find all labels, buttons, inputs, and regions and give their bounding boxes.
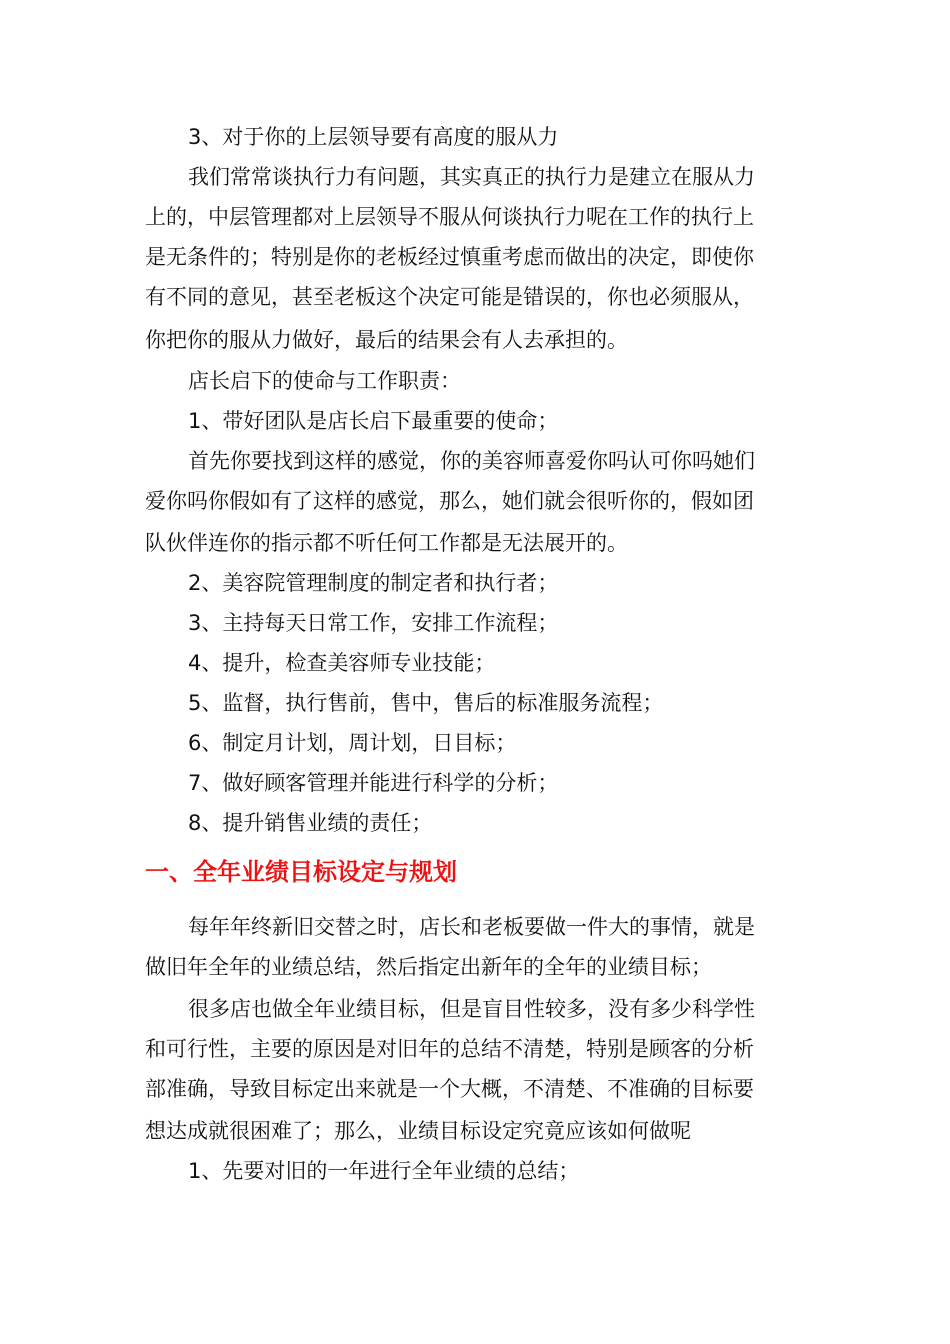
list-item: 4、提升，检查美容师专业技能；: [188, 651, 496, 675]
paragraph-line: 爱你吗你假如有了这样的感觉，那么，她们就会很听你的，假如团: [145, 489, 754, 513]
list-item: 3、对于你的上层领导要有高度的服从力: [188, 125, 559, 149]
paragraph-line: 部准确，导致目标定出来就是一个大概，不清楚、不准确的目标要: [145, 1077, 754, 1101]
list-item: 1、带好团队是店长启下最重要的使命；: [188, 409, 559, 433]
list-item: 7、做好顾客管理并能进行科学的分析；: [188, 771, 559, 795]
paragraph-line: 做旧年全年的业绩总结，然后指定出新年的全年的业绩目标；: [145, 955, 712, 979]
paragraph-line: 上的，中层管理都对上层领导不服从何谈执行力呢在工作的执行上: [145, 205, 754, 229]
list-item: 3、主持每天日常工作，安排工作流程；: [188, 611, 559, 635]
paragraph-line: 我们常常谈执行力有问题，其实真正的执行力是建立在服从力: [188, 165, 755, 189]
paragraph-line: 很多店也做全年业绩目标，但是盲目性较多，没有多少科学性: [188, 997, 755, 1021]
list-item: 8、提升销售业绩的责任；: [188, 811, 433, 835]
paragraph-line: 你把你的服从力做好，最后的结果会有人去承担的。: [145, 328, 628, 352]
list-item: 2、美容院管理制度的制定者和执行者；: [188, 571, 559, 595]
paragraph-line: 队伙伴连你的指示都不听任何工作都是无法展开的。: [145, 531, 628, 555]
paragraph-line: 首先你要找到这样的感觉，你的美容师喜爱你吗认可你吗她们: [188, 449, 755, 473]
list-item: 1、先要对旧的一年进行全年业绩的总结；: [188, 1159, 580, 1183]
paragraph-line: 店长启下的使命与工作职责：: [188, 369, 461, 393]
paragraph-line: 想达成就很困难了；那么，业绩目标设定究竟应该如何做呢: [145, 1119, 691, 1143]
list-item: 6、制定月计划，周计划，日目标；: [188, 731, 517, 755]
section-heading: 一、全年业绩目标设定与规划: [145, 858, 457, 886]
list-item: 5、监督，执行售前，售中，售后的标准服务流程；: [188, 691, 664, 715]
paragraph-line: 每年年终新旧交替之时，店长和老板要做一件大的事情，就是: [188, 915, 755, 939]
paragraph-line: 有不同的意见，甚至老板这个决定可能是错误的，你也必须服从，: [145, 285, 754, 309]
paragraph-line: 和可行性，主要的原因是对旧年的总结不清楚，特别是顾客的分析: [145, 1037, 754, 1061]
paragraph-line: 是无条件的；特别是你的老板经过慎重考虑而做出的决定，即使你: [145, 245, 754, 269]
